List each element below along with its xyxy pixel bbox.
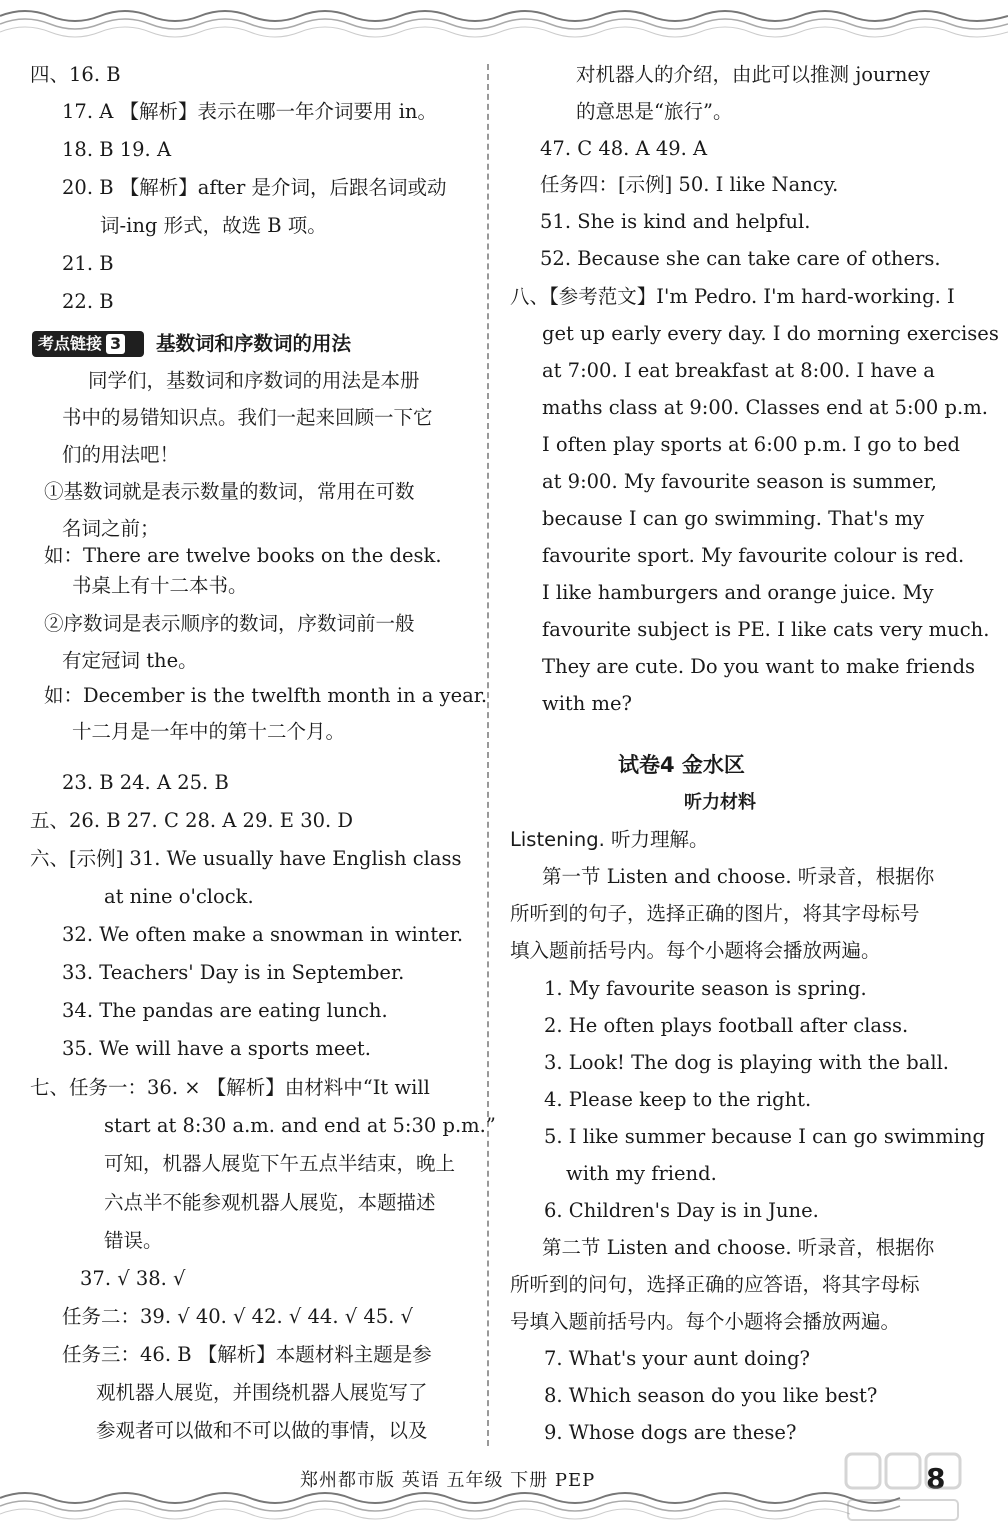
answer-line: 任务四：[示例] 50. I like Nancy.	[540, 173, 839, 196]
listening-item: 8. Which season do you like best?	[544, 1384, 878, 1407]
essay-line: 八、【参考范文】I'm Pedro. I'm hard-working. I	[510, 285, 955, 308]
badge-number: 3	[106, 334, 125, 354]
listening-item: 5. I like summer because I can go swimming	[544, 1125, 986, 1148]
top-wave-border	[0, 2, 1008, 42]
text-line: 如：There are twelve books on the desk.	[44, 544, 442, 567]
listening-item: 4. Please keep to the right.	[544, 1088, 812, 1111]
answer-line: 词-ing 形式，故选 B 项。	[100, 214, 327, 237]
listening-item: 6. Children's Day is in June.	[544, 1199, 819, 1222]
text-line: 们的用法吧！	[62, 443, 180, 466]
answer-line: 任务二：39. √ 40. √ 42. √ 44. √ 45. √	[62, 1305, 413, 1328]
answer-line: 错误。	[104, 1229, 163, 1252]
answer-line: 可知，机器人展览下午五点半结束，晚上	[104, 1152, 456, 1175]
answer-line: 的意思是“旅行”。	[576, 100, 733, 123]
answer-line: 32. We often make a snowman in winter.	[62, 923, 464, 946]
answer-line: 21. B	[62, 252, 114, 275]
answer-line: 17. A 【解析】表示在哪一年介词要用 in。	[62, 100, 437, 123]
text-line: 如：December is the twelfth month in a year.	[44, 684, 488, 707]
footer-book-info: 郑州都市版 英语 五年级 下册 PEP	[300, 1470, 596, 1491]
badge-label: 考点链接	[38, 334, 103, 353]
text-line: 名词之前；	[62, 517, 160, 540]
answer-line: 47. C 48. A 49. A	[540, 137, 708, 160]
answer-line: 34. The pandas are eating lunch.	[62, 999, 388, 1022]
answer-line: 23. B 24. A 25. B	[62, 771, 229, 794]
answer-line: 33. Teachers' Day is in September.	[62, 961, 405, 984]
text-line: 填入题前括号内。每个小题将会播放两遍。	[510, 939, 881, 962]
essay-line: They are cute. Do you want to make friends	[542, 655, 976, 678]
knowledge-link-badge	[32, 331, 144, 357]
essay-line: I like hamburgers and orange juice. My	[542, 581, 934, 604]
answer-line: 参观者可以做和不可以做的事情，以及	[96, 1419, 428, 1442]
text-line: 所听到的问句，选择正确的应答语，将其字母标	[510, 1273, 920, 1296]
answer-line: 37. √ 38. √	[80, 1267, 186, 1290]
text-line: ②序数词是表示顺序的数词，序数词前一般	[44, 612, 415, 635]
listening-item: 2. He often plays football after class.	[544, 1014, 909, 1037]
listening-item: 9. Whose dogs are these?	[544, 1421, 797, 1444]
listening-item: 1. My favourite season is spring.	[544, 977, 867, 1000]
essay-line: favourite sport. My favourite colour is red.	[542, 544, 965, 567]
paper-title: 试卷4 金水区	[618, 753, 745, 777]
listening-material-title: 听力材料	[684, 792, 756, 813]
answer-line: 18. B 19. A	[62, 138, 172, 161]
answer-line: at nine o'clock.	[104, 885, 254, 908]
answer-line: 对机器人的介绍，由此可以推测 journey	[576, 63, 930, 86]
answer-line: 51. She is kind and helpful.	[540, 210, 811, 233]
essay-line: at 9:00. My favourite season is summer,	[542, 470, 937, 493]
essay-line: favourite subject is PE. I like cats very much.	[542, 618, 990, 641]
text-line: 十二月是一年中的第十二个月。	[72, 720, 346, 743]
text-line: 号填入题前括号内。每个小题将会播放两遍。	[510, 1310, 901, 1333]
essay-line: because I can go swimming. That's my	[542, 507, 925, 530]
answer-line: 六点半不能参观机器人展览，本题描述	[104, 1191, 436, 1214]
answer-line: 52. Because she can take care of others.	[540, 247, 941, 270]
text-line: ①基数词就是表示数量的数词，常用在可数	[44, 480, 415, 503]
answer-line: 20. B 【解析】after 是介词，后跟名词或动	[62, 176, 447, 199]
text-line: 有定冠词 the。	[62, 649, 198, 672]
answer-line: 五、26. B 27. C 28. A 29. E 30. D	[30, 809, 354, 832]
answer-line: 任务三：46. B 【解析】本题材料主题是参	[62, 1343, 432, 1366]
answer-line: 35. We will have a sports meet.	[62, 1037, 371, 1060]
essay-line: maths class at 9:00. Classes end at 5:00 p.m.	[542, 396, 988, 419]
text-line: 第二节 Listen and choose. 听录音，根据你	[542, 1236, 935, 1259]
section-title: 基数词和序数词的用法	[156, 332, 352, 355]
answer-line: 七、任务一：36. × 【解析】由材料中“It will	[30, 1076, 430, 1099]
answer-line: 六、[示例] 31. We usually have English class	[30, 847, 462, 870]
column-divider	[487, 64, 489, 1446]
watermark-logo	[842, 1448, 992, 1528]
text-line: 书桌上有十二本书。	[72, 574, 248, 597]
essay-line: at 7:00. I eat breakfast at 8:00. I have a	[542, 359, 935, 382]
essay-line: with me?	[542, 692, 633, 715]
text-line: 第一节 Listen and choose. 听录音，根据你	[542, 865, 935, 888]
text-line: 书中的易错知识点。我们一起来回顾一下它	[62, 406, 433, 429]
answer-line: start at 8:30 a.m. and end at 5:30 p.m.”	[104, 1114, 496, 1137]
text-line: 所听到的句子，选择正确的图片，将其字母标号	[510, 902, 920, 925]
page-number: 8	[926, 1462, 946, 1495]
answer-line: 22. B	[62, 290, 114, 313]
listening-item: 3. Look! The dog is playing with the ball.	[544, 1051, 950, 1074]
listening-heading: Listening. 听力理解。	[510, 828, 709, 851]
answer-line: 观机器人展览，并围绕机器人展览写了	[96, 1381, 428, 1404]
listening-item: with my friend.	[566, 1162, 717, 1185]
listening-item: 7. What's your aunt doing?	[544, 1347, 811, 1370]
essay-line: get up early every day. I do morning exercises	[542, 322, 999, 345]
answer-line: 四、16. B	[30, 63, 121, 86]
essay-line: I often play sports at 6:00 p.m. I go to bed	[542, 433, 960, 456]
text-line: 同学们，基数词和序数词的用法是本册	[88, 369, 420, 392]
